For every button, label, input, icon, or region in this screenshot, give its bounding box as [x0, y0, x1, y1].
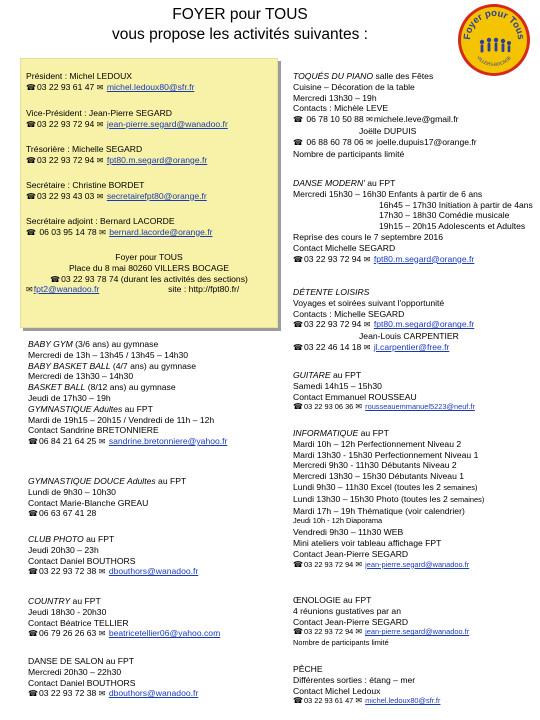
- activity-contact: Contact Jean-Pierre SEGARD: [293, 616, 409, 627]
- vice-president-email-link[interactable]: jean-pierre.segard@wanadoo.fr: [106, 118, 228, 129]
- treasurer-name: Trésorière : Michelle SEGARD: [26, 144, 143, 154]
- activity-schedule: Mercredi 9h30 - 11h30 Débutants Niveau 2: [293, 460, 457, 471]
- foyer-name: Foyer pour TOUS: [115, 252, 183, 262]
- vice-president-phone: 03 22 93 72 94: [36, 118, 95, 129]
- president-name: Président : Michel LEDOUX: [26, 71, 133, 81]
- contact-phone: 03 22 93 72 94: [303, 253, 362, 264]
- contact-email-link[interactable]: jean-pierre.segard@wanadoo.fr: [365, 559, 470, 569]
- phone-icon: ☎: [26, 119, 36, 129]
- contact-phone: 06 63 67 41 28: [38, 508, 97, 519]
- contact-phone: 03 22 93 72 94: [303, 319, 362, 330]
- activity-schedule: Mardi de 19h15 – 20h15 / Vendredi de 11h – 12h: [28, 414, 215, 425]
- activity-oenologie: [293, 595, 469, 649]
- activity-schedule: Mercredi 13h30 – 15h30 Débutants Niveau 1: [293, 471, 465, 482]
- phone-icon: ☎: [50, 274, 61, 284]
- logo-subtext: VILLERS-BOCAGE: [475, 54, 513, 68]
- activity-note: Mini ateliers voir tableau affichage FPT: [293, 537, 442, 548]
- contact-email-link[interactable]: sandrine.bretonniere@yahoo.fr: [108, 436, 228, 447]
- activity-contact: Contact Sandrine BRETONNIERE: [28, 425, 159, 436]
- president-phone: 03 22 93 61 47: [36, 81, 95, 92]
- contact-email-link[interactable]: jean-pierre.segard@wanadoo.fr: [365, 627, 470, 637]
- activity-toques-piano: [293, 71, 477, 159]
- activity-danse-modern: [293, 178, 533, 265]
- assistant-secretary-block: [26, 216, 213, 239]
- contact-email[interactable]: joelle.dupuis17@orange.fr: [376, 136, 477, 147]
- treasurer-email-link[interactable]: fpt80.m.segard@orange.fr: [106, 154, 208, 165]
- activity-description: Voyages et soirées suivant l'opportunité: [293, 297, 445, 308]
- envelope-icon: ✉: [363, 342, 371, 352]
- activity-schedule: 16h45 – 17h30 Initiation à partir de 4ans: [379, 199, 533, 210]
- activity-peche: [293, 664, 440, 707]
- activity-location: au FPT: [364, 178, 396, 188]
- activity-title: GUITARE: [293, 370, 331, 380]
- phone-icon: ☎: [293, 115, 303, 125]
- phone-icon: ☎: [26, 191, 36, 201]
- activity-contact: Contacts : Michelle SEGARD: [293, 308, 405, 319]
- phone-icon: ☎: [28, 567, 38, 577]
- activity-schedule: Mercredi 13h30 – 19h: [293, 92, 377, 103]
- president-block: [26, 71, 194, 94]
- activity-schedule-note: semaines): [450, 494, 485, 504]
- envelope-icon: ✉: [355, 696, 363, 706]
- activity-title: DÉTENTE LOISIRS: [293, 287, 370, 297]
- contact-email-link[interactable]: rousseauemmanuel5223@neuf.fr: [365, 402, 475, 412]
- logo-text: Foyer pour Tous: [461, 7, 527, 41]
- phone-icon: ☎: [293, 627, 303, 637]
- activity-guitare: [293, 370, 475, 413]
- activity-schedule: Mardi 13h30 - 15h30 Perfectionnement Niveau 1: [293, 449, 479, 460]
- activity-title: GYMNASTIQUE DOUCE Adultes: [28, 476, 156, 486]
- activity-danse-salon: [28, 656, 198, 700]
- activity-contact: Contact Michel Ledoux: [293, 685, 381, 696]
- activity-contact: Contact Michelle SEGARD: [293, 242, 396, 253]
- activity-location: au FPT: [70, 596, 101, 606]
- envelope-icon: ✉: [366, 115, 373, 125]
- activity-location: au FPT: [358, 428, 389, 438]
- treasurer-phone: 03 22 93 72 94: [36, 154, 95, 165]
- phone-icon: ☎: [293, 320, 303, 330]
- activity-contact: Contacts : Michèle LEVE: [293, 103, 389, 114]
- contact-phone: 03 22 93 61 47: [303, 696, 354, 706]
- assistant-secretary-phone: 06 03 95 14 78: [39, 226, 97, 237]
- activity-schedule: Lundi 13h30 – 15h30 Photo (toutes les 2: [293, 493, 451, 504]
- contact-email-link[interactable]: michel.ledoux80@sfr.fr: [365, 696, 441, 706]
- phone-icon: ☎: [293, 137, 303, 147]
- activity-informatique: [293, 428, 484, 570]
- phone-icon: ☎: [26, 82, 36, 92]
- foyer-contact-line: [26, 284, 239, 296]
- envelope-icon: ✉: [96, 119, 104, 129]
- activity-note: Nombre de participants limité: [293, 148, 405, 159]
- envelope-icon: ✉: [96, 155, 104, 165]
- foyer-logo: [456, 2, 532, 78]
- activity-schedule: 17h30 – 18h30 Comédie musicale: [379, 210, 510, 221]
- contact-email-link[interactable]: dbouthors@wanadoo.fr: [108, 688, 199, 699]
- envelope-icon: ✉: [96, 191, 104, 201]
- activity-title: TOQUÉS DU PIANO: [293, 71, 374, 81]
- contact-email-link[interactable]: dbouthors@wanadoo.fr: [108, 566, 199, 577]
- assistant-secretary-email-link[interactable]: bernard.lacorde@orange.fr: [109, 226, 213, 237]
- activity-title: ŒNOLOGIE: [293, 595, 341, 605]
- foyer-address-block: [26, 252, 272, 285]
- secretary-block: [26, 180, 207, 203]
- phone-icon: ☎: [26, 227, 36, 237]
- activity-title: DANSE MODERN': [293, 178, 365, 188]
- activity-detente-loisirs: [293, 287, 474, 354]
- activity-title: BABY GYM: [28, 339, 73, 349]
- phone-icon: ☎: [28, 689, 38, 699]
- contact-phone: 03 22 93 72 38: [38, 688, 97, 699]
- page-subtitle: vous propose les activités suivantes :: [112, 26, 368, 43]
- activity-title: DANSE DE SALON: [28, 656, 104, 666]
- activity-location: au FPT: [340, 595, 372, 605]
- activity-contact: Contact Daniel BOUTHORS: [28, 677, 136, 688]
- activity-schedule: Mardi 10h – 12h Perfectionnement Niveau 2: [293, 438, 462, 449]
- activity-gym-douce: [28, 476, 186, 520]
- phone-icon: ☎: [293, 342, 303, 352]
- activity-schedule: Jeudi de 17h30 – 19h: [28, 392, 111, 403]
- activity-location: (8/12 ans) au gymnase: [85, 382, 176, 393]
- activity-location: (4/7 ans) au gymnase: [110, 360, 196, 371]
- envelope-icon: ✉: [26, 285, 33, 294]
- activity-description: Différentes sorties : étang – mer: [293, 674, 416, 685]
- foyer-website[interactable]: site : http://fpt80.fr/: [168, 284, 240, 294]
- phone-icon: ☎: [293, 254, 303, 264]
- activity-contact: Jean-Louis CARPENTIER: [359, 331, 459, 342]
- envelope-icon: ✉: [98, 689, 106, 699]
- activity-club-photo: [28, 534, 198, 578]
- activity-schedule: Jeudi 18h30 - 20h30: [28, 606, 107, 617]
- activity-schedule: Mardi 17h – 19h Thématique (voir calendrier): [293, 505, 465, 516]
- activity-location: au FPT: [103, 656, 135, 666]
- activity-contact: Contact Daniel BOUTHORS: [28, 555, 136, 566]
- contact-phone: 03 22 46 14 18: [303, 341, 362, 352]
- activity-location: (3/6 ans) au gymnase: [72, 339, 159, 349]
- secretary-phone: 03 22 93 43 03: [36, 190, 95, 201]
- activity-title: INFORMATIQUE: [293, 428, 359, 438]
- assistant-secretary-name: Secrétaire adjoint : Bernard LACORDE: [26, 216, 175, 226]
- activity-schedule: Vendredi 9h30 – 11h30 WEB: [293, 527, 404, 538]
- contact-phone: 06 79 26 26 63: [38, 628, 97, 639]
- activity-schedule: Lundi 9h30 – 11h30 Excel (toutes les 2: [293, 481, 444, 492]
- vice-president-block: [26, 108, 228, 131]
- contact-email[interactable]: michele.leve@gmail.fr: [373, 114, 459, 125]
- envelope-icon: ✉: [99, 227, 106, 237]
- phone-icon: ☎: [26, 155, 36, 165]
- activity-schedule: Mercredi de 13h – 13h45 / 13h45 – 14h30: [28, 349, 189, 360]
- activity-title: COUNTRY: [28, 596, 71, 606]
- vice-president-name: Vice-Président : Jean-Pierre SEGARD: [26, 108, 172, 118]
- activity-title: CLUB PHOTO: [28, 534, 84, 544]
- envelope-icon: ✉: [98, 437, 106, 447]
- activity-schedule-note: semaines): [443, 482, 478, 492]
- contact-phone: 03 22 93 72 94: [303, 559, 354, 569]
- envelope-icon: ✉: [355, 402, 363, 412]
- foyer-phone: 03 22 93 78 74 (durant les activités des sections): [61, 273, 248, 284]
- activity-schedule: Mercredi 20h30 – 22h30: [28, 666, 122, 677]
- contact-phone: 06 78 10 50 88: [306, 114, 364, 125]
- activity-location: salle des Fêtes: [373, 71, 434, 81]
- contact-phone: 06 84 21 64 25: [38, 436, 97, 447]
- activity-description: Cuisine – Décoration de la table: [293, 81, 415, 92]
- secretary-name: Secrétaire : Christine BORDET: [26, 180, 145, 190]
- activity-location: au FPT: [330, 370, 362, 380]
- phone-icon: ☎: [28, 509, 38, 519]
- contact-email-link[interactable]: fpt80.m.segard@orange.fr: [373, 253, 475, 264]
- president-email-link[interactable]: michel.ledoux80@sfr.fr: [106, 81, 195, 92]
- envelope-icon: ✉: [355, 627, 363, 637]
- activity-contact: Contact Emmanuel ROUSSEAU: [293, 391, 417, 402]
- activity-title: BABY BASKET BALL: [28, 360, 111, 371]
- contact-email-link[interactable]: fpt80.m.segard@orange.fr: [373, 319, 475, 330]
- phone-icon: ☎: [293, 696, 303, 706]
- phone-icon: ☎: [293, 402, 303, 412]
- page-title: FOYER pour TOUS: [172, 6, 308, 23]
- activity-contact: Contact Marie-Blanche GREAU: [28, 497, 149, 508]
- foyer-address: Place du 8 mai 80260 VILLERS BOCAGE: [68, 262, 230, 273]
- contact-email-link[interactable]: beatricetellier06@yahoo.com: [108, 628, 221, 639]
- activity-baby-gym: [28, 339, 227, 448]
- contact-phone: 03 22 93 06 36: [303, 402, 354, 412]
- contact-email-link[interactable]: jl.carpentier@free.fr: [373, 341, 450, 352]
- activity-schedule: Jeudi 10h - 12h Diaporama: [293, 516, 383, 526]
- activity-note: Reprise des cours le 7 septembre 2016: [293, 231, 443, 242]
- envelope-icon: ✉: [98, 567, 106, 577]
- phone-icon: ☎: [293, 559, 303, 569]
- contact-phone: 03 22 93 72 94: [303, 627, 354, 637]
- activity-schedule: Samedi 14h15 – 15h30: [293, 380, 382, 391]
- activity-schedule: Mercredi de 13h30 – 14h30: [28, 371, 134, 382]
- treasurer-block: [26, 144, 207, 167]
- activity-contact: Contact Béatrice TELLIER: [28, 617, 129, 628]
- foyer-email-link[interactable]: fpt2@wanadoo.fr: [33, 284, 100, 294]
- phone-icon: ☎: [28, 629, 38, 639]
- activity-schedule: Lundi de 9h30 – 10h30: [28, 486, 116, 497]
- activity-location: au FPT: [83, 534, 115, 544]
- contact-phone: 03 22 93 72 38: [38, 566, 97, 577]
- envelope-icon: ✉: [363, 254, 371, 264]
- activity-title: BASKET BALL: [28, 382, 86, 393]
- contact-phone: 06 88 60 78 06: [306, 136, 364, 147]
- activity-title: GYMNASTIQUE Adultes: [28, 403, 123, 414]
- activity-contact: Joëlle DUPUIS: [359, 125, 417, 136]
- activity-schedule: Jeudi 20h30 – 23h: [28, 544, 99, 555]
- envelope-icon: ✉: [363, 320, 371, 330]
- envelope-icon: ✉: [98, 629, 106, 639]
- activity-schedule: Mercredi 15h30 – 16h30 Enfants à partir de 6 ans: [293, 188, 483, 199]
- activity-location: au FPT: [155, 476, 187, 486]
- activity-schedule: 19h15 – 20h15 Adolescents et Adultes: [379, 221, 526, 232]
- activity-note: Nombre de participants limité: [293, 638, 389, 648]
- activity-location: au FPT: [122, 403, 153, 414]
- envelope-icon: ✉: [355, 559, 363, 569]
- secretary-email-link[interactable]: secretairefpt80@orange.fr: [106, 190, 207, 201]
- activity-contact: Contact Jean-Pierre SEGARD: [293, 548, 409, 559]
- activity-description: 4 réunions gustatives par an: [293, 605, 401, 616]
- envelope-icon: ✉: [366, 137, 373, 147]
- activity-country: [28, 596, 220, 640]
- phone-icon: ☎: [28, 437, 38, 447]
- activity-title: PÊCHE: [293, 664, 323, 674]
- envelope-icon: ✉: [96, 82, 104, 92]
